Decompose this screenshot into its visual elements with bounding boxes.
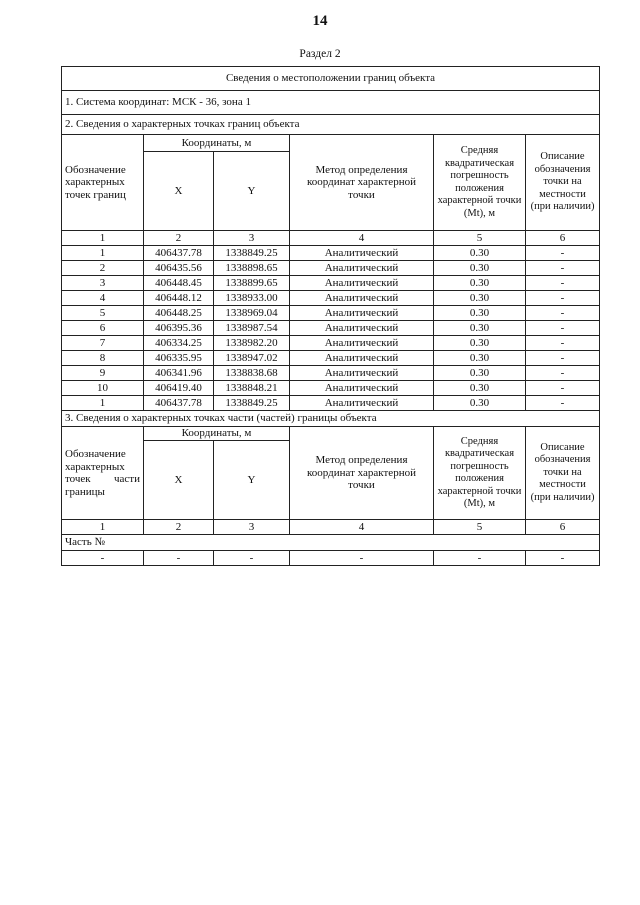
description-value: - (526, 261, 600, 276)
column-number: 3 (214, 520, 290, 535)
page-number: 14 (312, 13, 328, 29)
point-number: 6 (62, 321, 144, 336)
part-label: Часть № (62, 535, 600, 551)
table-row (62, 321, 600, 336)
y-value: 1338898.65 (214, 261, 290, 276)
x-value: 406437.78 (144, 246, 214, 261)
table-row (62, 381, 600, 396)
method-value: Аналитический (290, 321, 434, 336)
column-number: 5 (434, 520, 526, 535)
error-value: 0.30 (434, 366, 526, 381)
error-value: 0.30 (434, 291, 526, 306)
error-value: 0.30 (434, 306, 526, 321)
column-number: 2 (144, 520, 214, 535)
point-number: 9 (62, 366, 144, 381)
y-value: 1338848.21 (214, 381, 290, 396)
designation-line: границы (65, 485, 105, 498)
section-heading: Раздел 2 (299, 48, 341, 60)
column-number: 6 (526, 520, 600, 535)
column-number: 1 (62, 520, 144, 535)
empty-cell: - (290, 551, 434, 566)
description-value: - (526, 321, 600, 336)
description-value: - (526, 381, 600, 396)
y-value: 1338982.20 (214, 336, 290, 351)
table-row (62, 291, 600, 306)
header-y-part: Y (214, 441, 290, 520)
column-number: 6 (526, 231, 600, 246)
table-row (62, 351, 600, 366)
column-number: 3 (214, 231, 290, 246)
table-title: Сведения о местоположении границ объекта (62, 67, 600, 91)
empty-cell: - (434, 551, 526, 566)
error-value: 0.30 (434, 276, 526, 291)
header-coordinates-part: Координаты, м (144, 427, 290, 441)
x-value: 406335.95 (144, 351, 214, 366)
designation-line: характерных (65, 460, 125, 473)
header-error: Средняя квадратическая погрешность положения характерной точки (Mt), м (434, 135, 526, 231)
point-number: 3 (62, 276, 144, 291)
method-value: Аналитический (290, 396, 434, 411)
coordinate-system: 1. Система координат: МСК - 36, зона 1 (62, 91, 600, 115)
error-value: 0.30 (434, 381, 526, 396)
y-value: 1338947.02 (214, 351, 290, 366)
method-value: Аналитический (290, 291, 434, 306)
method-value: Аналитический (290, 276, 434, 291)
method-value: Аналитический (290, 261, 434, 276)
point-number: 5 (62, 306, 144, 321)
table-row (62, 276, 600, 291)
table-row (62, 306, 600, 321)
x-value: 406395.36 (144, 321, 214, 336)
error-value: 0.30 (434, 351, 526, 366)
column-number: 4 (290, 520, 434, 535)
x-value: 406334.25 (144, 336, 214, 351)
y-value: 1338838.68 (214, 366, 290, 381)
description-value: - (526, 276, 600, 291)
method-value: Аналитический (290, 246, 434, 261)
table-row (62, 246, 600, 261)
header-x: X (144, 152, 214, 231)
section1-title: 2. Сведения о характерных точках границ объекта (62, 115, 600, 135)
table-row (62, 336, 600, 351)
x-value: 406448.25 (144, 306, 214, 321)
column-number: 5 (434, 231, 526, 246)
header-description-part: Описание обозначения точки на местности (при наличии) (526, 427, 600, 520)
y-value: 1338987.54 (214, 321, 290, 336)
point-number: 8 (62, 351, 144, 366)
header-description: Описание обозначения точки на местности (при наличии) (526, 135, 600, 231)
column-number: 1 (62, 231, 144, 246)
method-value: Аналитический (290, 351, 434, 366)
method-value: Аналитический (290, 381, 434, 396)
error-value: 0.30 (434, 246, 526, 261)
header-x-part: X (144, 441, 214, 520)
column-number: 2 (144, 231, 214, 246)
y-value: 1338849.25 (214, 396, 290, 411)
designation-line: Обозначение (65, 448, 126, 460)
y-value: 1338969.04 (214, 306, 290, 321)
header-error-part: Средняя квадратическая погрешность положения характерной точки (Mt), м (434, 427, 526, 520)
method-value: Аналитический (290, 306, 434, 321)
method-value: Аналитический (290, 336, 434, 351)
header-designation-part (62, 427, 144, 520)
y-value: 1338849.25 (214, 246, 290, 261)
point-number: 1 (62, 246, 144, 261)
table-row (62, 261, 600, 276)
description-value: - (526, 246, 600, 261)
error-value: 0.30 (434, 336, 526, 351)
point-number: 7 (62, 336, 144, 351)
x-value: 406419.40 (144, 381, 214, 396)
description-value: - (526, 306, 600, 321)
table-row (62, 396, 600, 411)
x-value: 406437.78 (144, 396, 214, 411)
empty-cell: - (144, 551, 214, 566)
description-value: - (526, 396, 600, 411)
designation-line: точек части (65, 473, 140, 485)
header-method: Метод определения координат характерной точки (290, 135, 434, 231)
header-y: Y (214, 152, 290, 231)
x-value: 406341.96 (144, 366, 214, 381)
header-designation: Обозначение характерных точек границ (62, 135, 144, 231)
empty-cell: - (526, 551, 600, 566)
section2-title: 3. Сведения о характерных точках части (частей) границы объекта (62, 411, 600, 427)
column-number: 4 (290, 231, 434, 246)
point-number: 1 (62, 396, 144, 411)
empty-cell: - (214, 551, 290, 566)
x-value: 406435.56 (144, 261, 214, 276)
point-number: 2 (62, 261, 144, 276)
header-method-part: Метод определения координат характерной точки (290, 427, 434, 520)
boundary-table (61, 66, 600, 566)
point-number: 4 (62, 291, 144, 306)
table-row (62, 551, 600, 566)
header-coordinates: Координаты, м (144, 135, 290, 152)
error-value: 0.30 (434, 261, 526, 276)
error-value: 0.30 (434, 396, 526, 411)
description-value: - (526, 291, 600, 306)
x-value: 406448.12 (144, 291, 214, 306)
table-row (62, 366, 600, 381)
error-value: 0.30 (434, 321, 526, 336)
x-value: 406448.45 (144, 276, 214, 291)
y-value: 1338933.00 (214, 291, 290, 306)
method-value: Аналитический (290, 366, 434, 381)
description-value: - (526, 351, 600, 366)
description-value: - (526, 336, 600, 351)
empty-cell: - (62, 551, 144, 566)
description-value: - (526, 366, 600, 381)
point-number: 10 (62, 381, 144, 396)
y-value: 1338899.65 (214, 276, 290, 291)
